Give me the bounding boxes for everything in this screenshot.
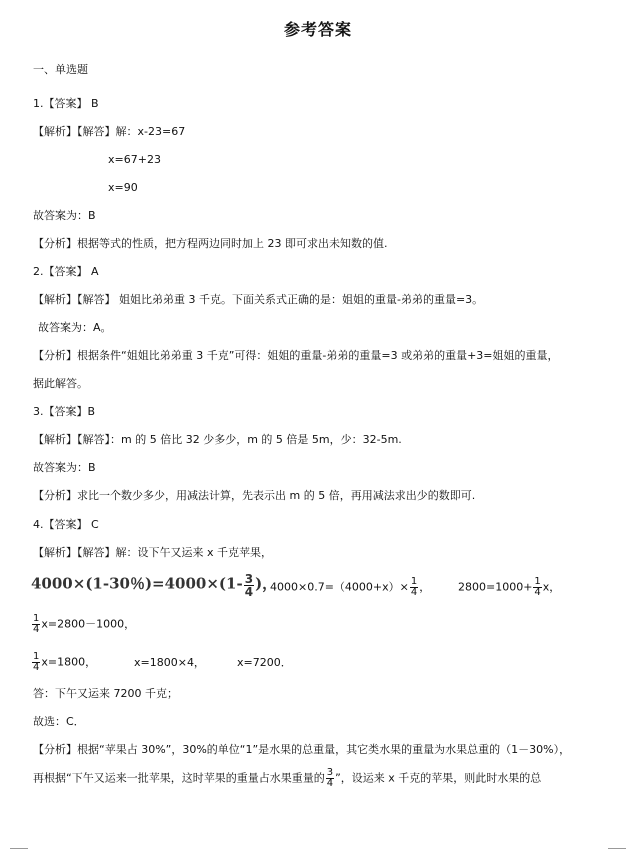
q4-equation-6: x=1800×4， — [134, 656, 205, 669]
page-title: 参考答案 — [283, 20, 352, 39]
crop-mark-bottom-left — [10, 848, 28, 849]
q4-eq5-denominator: 4 — [33, 662, 40, 673]
q4-eq2-fraction — [410, 577, 418, 598]
q2-answer: 2.【答案】 A — [33, 265, 99, 278]
q4-equation-3 — [458, 577, 560, 598]
q4-eq1-fraction — [244, 573, 254, 598]
q4-note-line1: 【分析】根据“苹果占 30%”，30%的单位“1”是水果的总重量，其它类水果的重量为水果总重的（1－30%）， — [33, 743, 571, 756]
q4-note-line2-tail: ”，设运来 x 千克的苹果，则此时水果的总 — [335, 771, 542, 785]
q2-note-line1: 【分析】根据条件“姐姐比弟弟重 3 千克”可得：姐姐的重量-弟弟的重量=3 或弟弟的重量+3=姐姐的重量， — [33, 349, 559, 362]
q4-eq4-denominator: 4 — [33, 624, 40, 635]
q3-answer: 3.【答案】B — [33, 405, 96, 418]
q4-answer-text: 答：下午又运来 7200 千克； — [33, 687, 178, 700]
q4-eq1-denominator: 4 — [244, 585, 254, 599]
q4-eq3-denominator: 4 — [534, 587, 541, 598]
q3-analysis: 【解析】【解答】：m 的 5 倍比 32 少多少，m 的 5 倍是 5m，少：32-5m. — [33, 433, 402, 446]
q4-eq3-tail: x， — [542, 580, 561, 594]
q4-eq2-denominator: 4 — [410, 587, 418, 598]
q3-note: 【分析】求比一个数少多少，用减法计算，先表示出 m 的 5 倍，再用减法求出少的数即可. — [33, 489, 476, 502]
q1-analysis: 【解析】【解答】解：x-23=67 — [33, 125, 186, 138]
q4-equation-4 — [31, 614, 135, 635]
q4-eq2-text: 4000×0.7=（4000+x）× — [270, 580, 409, 594]
q4-equation-1 — [31, 573, 277, 598]
q4-eq5-text: x=1800， — [41, 655, 97, 669]
q4-result: 故选：C． — [33, 715, 85, 728]
q4-eq1-tail: )， — [255, 574, 278, 593]
q4-equation-2 — [270, 577, 430, 598]
q4-eq4-text: x=2800－1000， — [41, 617, 136, 631]
q1-step2: x=90 — [108, 181, 138, 194]
q1-step1: x=67+23 — [108, 153, 161, 166]
q3-result: 故答案为：B — [33, 461, 96, 474]
q2-result: 故答案为：A。 — [38, 321, 112, 334]
crop-mark-bottom-right — [608, 848, 626, 849]
q4-answer: 4.【答案】 C — [33, 518, 99, 531]
q1-note: 【分析】根据等式的性质，把方程两边同时加上 23 即可求出未知数的值. — [33, 237, 388, 250]
q4-eq2-tail: ， — [419, 580, 431, 594]
q4-eq3-text: 2800=1000+ — [458, 580, 533, 594]
q2-note-line2: 据此解答。 — [33, 377, 88, 390]
section-heading: 一、单选题 — [33, 63, 88, 76]
q4-note-line2 — [33, 768, 541, 789]
q4-eq2-numerator: 1 — [410, 576, 418, 587]
q4-eq4-fraction — [32, 614, 40, 635]
q4-equation-5 — [31, 652, 96, 673]
q1-answer: 1.【答案】 B — [33, 97, 99, 110]
q4-equation-7: x=7200． — [237, 656, 292, 669]
q4-eq1-numerator: 3 — [244, 572, 254, 586]
q4-note-fraction — [326, 768, 334, 789]
q1-result: 故答案为：B — [33, 209, 96, 222]
q4-eq1-text: 4000×(1-30％)=4000×(1- — [31, 574, 243, 593]
q4-eq5-fraction — [32, 652, 40, 673]
q2-analysis: 【解析】【解答】 姐姐比弟弟重 3 千克。下面关系式正确的是：姐姐的重量-弟弟的重量=3。 — [33, 293, 484, 306]
q4-eq4-numerator: 1 — [33, 613, 40, 624]
q4-note-line2-text: 再根据“下午又运来一批苹果，这时苹果的重量占水果重量的 — [33, 771, 325, 785]
q4-eq3-fraction — [533, 577, 541, 598]
q4-eq5-numerator: 1 — [33, 651, 40, 662]
q4-note-denominator: 4 — [326, 778, 334, 789]
q4-note-numerator: 3 — [326, 767, 334, 778]
q4-analysis: 【解析】【解答】解：设下午又运来 x 千克苹果， — [33, 546, 273, 559]
q4-eq3-numerator: 1 — [534, 576, 541, 587]
